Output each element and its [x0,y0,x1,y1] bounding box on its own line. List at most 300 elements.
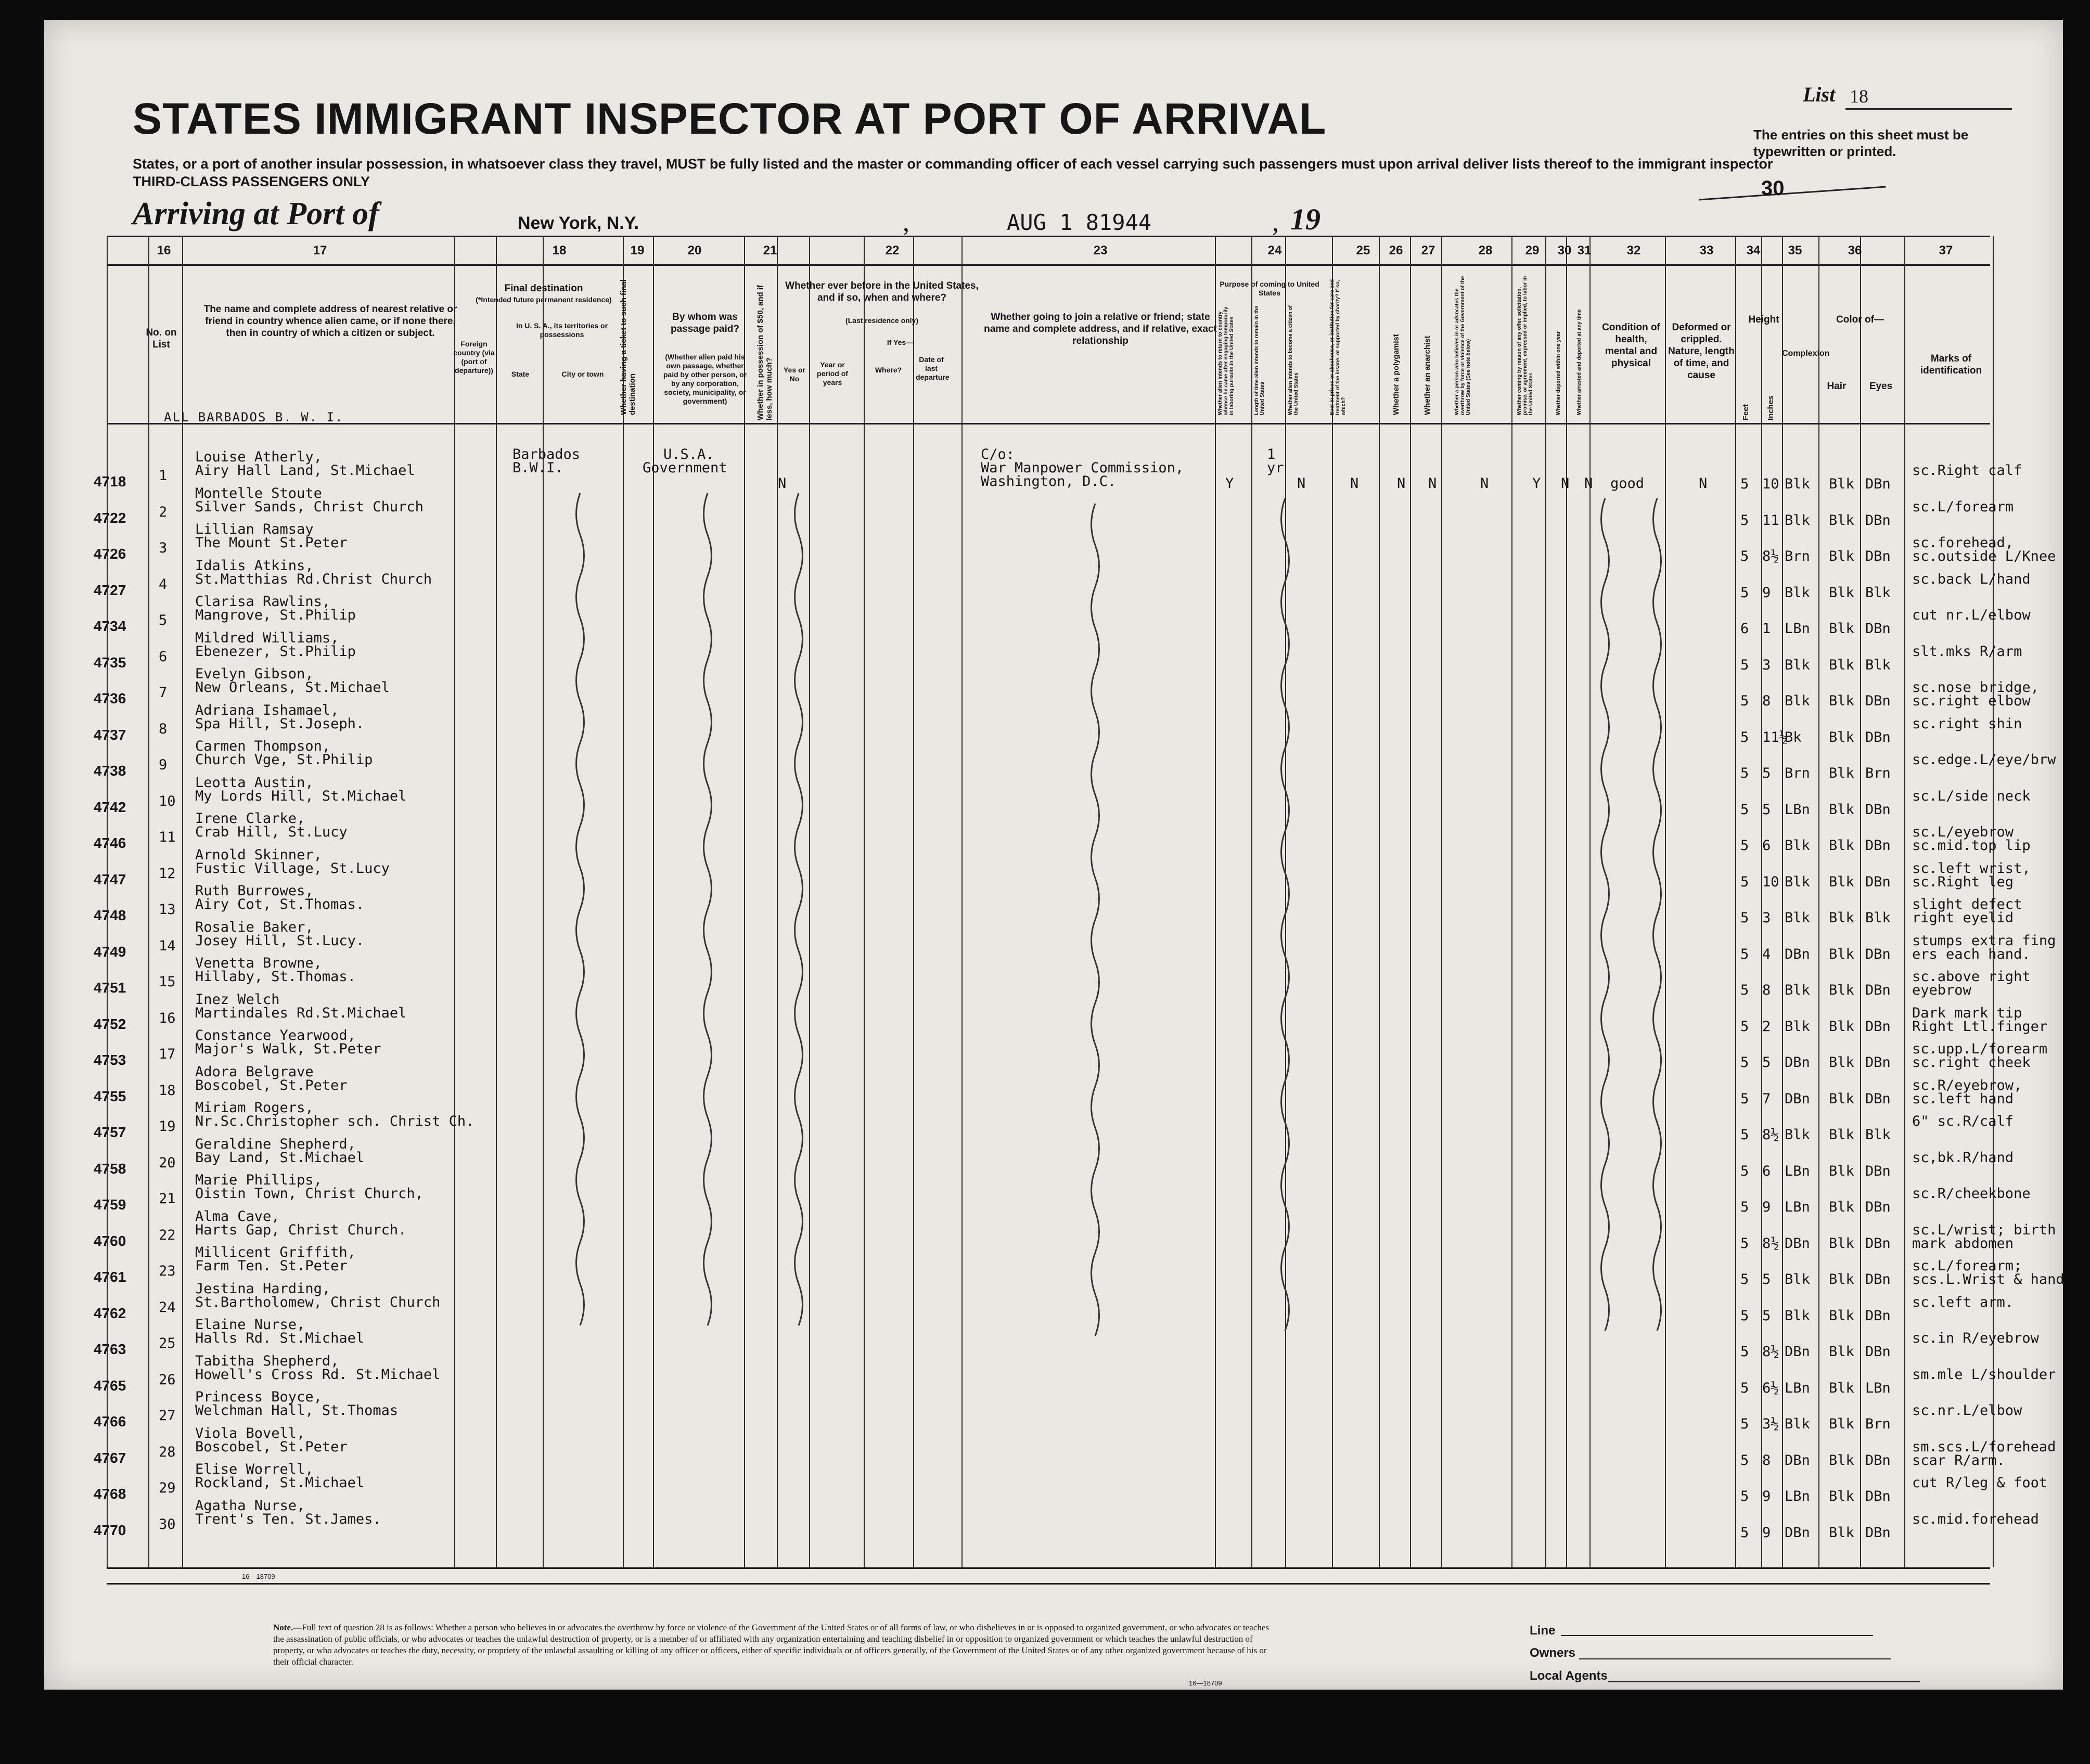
passenger-address: Ebenezer, St.Philip [195,643,356,660]
hair-color: Blk [1829,874,1854,890]
answer-flag: N [1350,475,1359,492]
complexion: Blk [1785,1019,1810,1035]
column-rule [961,236,963,1567]
height-inches: 5 [1762,802,1771,818]
passenger-name: Alma Cave, [195,1208,280,1225]
joining-relative: Washington, D.C. [981,473,1117,490]
list-number: 8 [159,721,168,737]
list-code: 4751 [94,980,126,996]
passenger-name: Evelyn Gibson, [195,666,314,682]
hair-color: Blk [1829,1019,1854,1035]
identification-mark: sc.right cheek [1912,1054,2031,1071]
header-inches: Inches [1766,395,1775,420]
identification-mark: sc.Right calf [1912,462,2022,479]
eye-color: DBn [1865,621,1891,637]
hair-color: Blk [1829,1127,1854,1143]
list-number: 27 [159,1408,176,1424]
height-feet: 5 [1740,1235,1749,1252]
height-inches: 8½ [1762,1235,1779,1252]
passenger-address: Farm Ten. St.Peter [195,1258,348,1274]
list-number: 15 [159,974,176,990]
column-number: 16 [157,243,171,257]
joining-relative: C/o: [981,446,1015,462]
passenger-address: The Mount St.Peter [195,535,348,551]
passenger-name: Adriana Ishamael, [195,702,339,718]
answer-flag: N [1428,475,1437,492]
passenger-name: Carmen Thompson, [195,738,331,754]
header-ever-before: Whether ever before in the United States, and if so, when and where? [785,280,979,303]
height-feet: 5 [1740,476,1749,492]
list-code: 4755 [94,1088,126,1104]
header-complexion: Complexion [1782,349,1830,358]
list-code: 4735 [94,654,126,671]
identification-mark: 6" sc.R/calf [1912,1113,2014,1129]
header-deformed: Deformed or crippled. Nature, length of time, and cause [1668,322,1735,381]
complexion: DBn [1785,946,1810,962]
passenger-name: Venetta Browne, [195,955,322,971]
owners-underline [1579,1658,1891,1659]
height-inches: 8 [1762,1452,1771,1469]
passenger-name: Adora Belgrave [195,1064,314,1080]
manifest-table [44,20,2063,1690]
list-number: 3 [159,540,168,556]
identification-mark: sc.L/side neck [1912,788,2031,804]
column-rule [623,236,624,1567]
list-number: 1 [159,468,168,484]
table-rule [107,1567,1990,1569]
column-number: 27 [1421,243,1435,257]
identification-mark: eyebrow [1912,982,1971,998]
height-feet: 5 [1740,512,1749,529]
complexion: Blk [1785,657,1810,673]
hair-color: Blk [1829,729,1854,745]
hair-color: Blk [1829,910,1854,926]
ditto-mark [1275,498,1296,1357]
complexion: DBn [1785,1525,1810,1541]
list-number: 6 [159,649,168,665]
header-ticket: Whether having a ticket to such final destination [619,279,637,415]
list-code: 4726 [94,546,126,562]
height-inches: 3 [1762,657,1771,673]
eye-color: DBn [1865,1488,1891,1504]
identification-mark: sc.mid.top lip [1912,838,2031,854]
identification-mark: sm.scs.L/forehead [1912,1439,2056,1455]
list-number: 13 [159,902,176,918]
eye-color: DBn [1865,1235,1891,1252]
header-relative: The name and complete address of nearest relative or friend in country whence alien came, or if none there, then in country of which a citizen or subject. [203,304,457,339]
header-year-period: Year or period of years [817,360,848,387]
list-code: 4722 [94,510,126,526]
complexion: LBn [1785,1163,1810,1179]
passenger-name: Millicent Griffith, [195,1244,356,1260]
ditto-mark [1647,498,1668,1357]
eye-color: DBn [1865,874,1891,890]
list-number: 10 [159,793,176,809]
column-rule [1511,236,1512,1567]
complexion: Blk [1785,1416,1810,1432]
typewritten-note: The entries on this sheet must be typewritten or printed. [1753,127,1969,159]
column-number: 36 [1848,243,1862,257]
height-feet: 5 [1740,802,1749,818]
height-inches: 10 [1762,476,1779,492]
height-feet: 5 [1740,1488,1749,1504]
height-inches: 5 [1762,1271,1771,1287]
passenger-name: Irene Clarke, [195,810,305,827]
column-number: 25 [1356,243,1370,257]
list-number: 23 [159,1263,176,1279]
column-rule [1332,236,1333,1567]
eye-color: DBn [1865,1019,1891,1035]
height-inches: 3½ [1762,1416,1779,1432]
passenger-name: Ruth Burrowes, [195,883,314,899]
hair-color: Blk [1829,1235,1854,1252]
answer-flag: N [1297,475,1306,492]
height-inches: 11 [1762,512,1779,529]
identification-mark: Dark mark tip [1912,1005,2022,1021]
hair-color: Blk [1829,1091,1854,1107]
identification-mark: sc.forehead, [1912,535,2014,551]
complexion: DBn [1785,1235,1810,1252]
header-yes-no: Yes or No [783,366,806,383]
hair-color: Blk [1829,476,1854,492]
passenger-address: Welchman Hall, St.Thomas [195,1402,399,1419]
header-height: Height [1748,314,1779,325]
identification-mark: cut R/leg & foot [1912,1475,2048,1491]
list-number: 7 [159,685,168,701]
hair-color: Blk [1829,1380,1854,1396]
passage-paid: Government [643,460,727,476]
complexion: Bk [1785,729,1802,745]
eye-color: DBn [1865,1344,1891,1360]
identification-mark: scar R/arm. [1912,1452,2005,1469]
height-inches: 8½ [1762,1344,1779,1360]
height-inches: 5 [1762,765,1771,781]
height-feet: 5 [1740,765,1749,781]
table-rule [107,1583,1990,1585]
height-inches: 5 [1762,1308,1771,1324]
list-code: 4738 [94,763,126,779]
complexion: Blk [1785,585,1810,601]
height-feet: 5 [1740,1271,1749,1287]
column-rule [1782,236,1783,1567]
passenger-address: St.Bartholomew, Christ Church [195,1294,441,1310]
header-passage-paid: By whom was passage paid? [671,312,739,334]
identification-mark: sc.left arm. [1912,1294,2014,1310]
passenger-name: Montelle Stoute [195,485,322,501]
column-number: 22 [885,243,900,257]
passenger-address: Airy Hall Land, St.Michael [195,462,415,479]
list-code: 4767 [94,1450,126,1466]
header-ever-before-note: (Last residence only) [845,316,919,325]
line-underline [1561,1635,1873,1636]
height-feet: 5 [1740,548,1749,564]
header-purpose: Purpose of coming to United States [1220,280,1319,297]
complexion: DBn [1785,1091,1810,1107]
list-number: 20 [159,1155,176,1171]
passenger-address: Bay Land, St.Michael [195,1150,365,1166]
header-q29: Whether coming by reason of any offer, solicitation, promise, or agreement, expressed or implied, to labor in the United States [1517,276,1534,415]
identification-mark: sc.nose bridge, [1912,679,2039,696]
column-rule [182,236,183,1567]
column-rule [1410,236,1411,1567]
purpose-return: Y [1225,475,1234,492]
column-number: 20 [687,243,702,257]
eye-color: DBn [1865,512,1891,529]
passenger-name: Inez Welch [195,992,280,1008]
header-money: Whether in possession of $50, and if less, how much? [756,285,774,420]
passenger-name: Geraldine Shepherd, [195,1136,356,1152]
port-name: New York, N.Y. [518,213,639,233]
column-rule [1904,236,1905,1567]
complexion: LBn [1785,1488,1810,1504]
identification-mark: sc.right elbow [1912,693,2031,709]
footnote [273,1622,1272,1668]
eye-color: DBn [1865,548,1891,564]
height-inches: 7 [1762,1091,1771,1107]
height-inches: 6½ [1762,1380,1779,1396]
height-inches: 2 [1762,1019,1771,1035]
subtitle-line: States, or a port of another insular possession, in whatsoever class they travel, MUST be fully listed and the master or commanding officer of each vessel carrying such passengers must upon arrival deliver lists thereof to the immigrant inspector [133,156,1773,172]
column-rule [454,236,455,1567]
hair-color: Blk [1829,1525,1854,1541]
list-code: 4753 [94,1052,126,1068]
hair-color: Blk [1829,1163,1854,1179]
header-final-destination-note: (*Intended future permanent residence) [476,295,612,304]
list-number: 18 [159,1083,176,1099]
column-number: 18 [552,243,567,257]
eye-color: DBn [1865,1163,1891,1179]
passenger-name: Viola Bovell, [195,1425,305,1441]
height-inches: 8 [1762,982,1771,998]
identification-mark: sc.nr.L/elbow [1912,1402,2022,1419]
list-code: 4727 [94,582,126,598]
eye-color: DBn [1865,838,1891,854]
eye-color: DBn [1865,1452,1891,1469]
height-inches: 8½ [1762,548,1779,564]
complexion: DBn [1785,1054,1810,1071]
eye-color: DBn [1865,1308,1891,1324]
hair-color: Blk [1829,1416,1854,1432]
eye-color: Blk [1865,585,1891,601]
list-code: 4746 [94,835,126,851]
passenger-name: Jestina Harding, [195,1281,331,1297]
list-number: 21 [159,1191,176,1207]
hair-color: Blk [1829,1488,1854,1504]
column-number: 21 [763,243,777,257]
height-feet: 5 [1740,693,1749,709]
column-number: 31 [1577,243,1592,257]
column-rule [809,236,810,1567]
destination-country: B.W.I. [512,460,563,476]
ditto-mark [570,493,591,1351]
passenger-address: Airy Cot, St.Thomas. [195,896,365,912]
column-rule [1860,236,1861,1567]
complexion: LBn [1785,621,1810,637]
group-heading: ALL BARBADOS B. W. I. [164,410,344,424]
passenger-address: Oistin Town, Christ Church, [195,1186,424,1202]
passenger-name: Leotta Austin, [195,775,314,791]
height-feet: 5 [1740,1380,1749,1396]
hair-color: Blk [1829,946,1854,962]
column-number: 33 [1699,243,1714,257]
header-q28: Whether a person who believes in or advocates the overthrow by force or violence of the Government of the United States (See note below) [1454,276,1471,415]
column-number: 30 [1557,243,1572,257]
column-rule [1251,236,1252,1567]
deformed: N [1699,475,1708,492]
header-eyes: Eyes [1869,381,1893,392]
header-q30: Whether deported within one year [1556,331,1561,415]
height-feet: 5 [1740,1199,1749,1215]
list-label: List [1803,83,1836,106]
identification-mark: sc.back L/hand [1912,571,2031,587]
list-code: 4747 [94,871,126,887]
manifest-sheet [44,20,2063,1690]
passenger-address: New Orleans, St.Michael [195,679,390,696]
passenger-address: Crab Hill, St.Lucy [195,824,348,840]
complexion: DBn [1785,1344,1810,1360]
column-number: 35 [1788,243,1802,257]
identification-mark: scs.L.Wrist & hand [1912,1271,2065,1287]
identification-mark: sc.edge.L/eye/brw [1912,752,2056,768]
health-condition: good [1610,475,1645,492]
table-rule [107,264,1990,266]
passenger-name: Elise Worrell, [195,1461,314,1477]
list-number: 19 [159,1118,176,1135]
header-foreign-country: Foreign country (via (port of departure)) [453,340,495,375]
passenger-address: Mangrove, St.Philip [195,607,356,623]
height-feet: 5 [1740,729,1749,745]
list-code: 4759 [94,1196,126,1213]
identification-mark: stumps extra fing [1912,933,2056,949]
passenger-address: Trent's Ten. St.James. [195,1511,381,1527]
eye-color: DBn [1865,802,1891,818]
height-inches: 9 [1762,1488,1771,1504]
complexion: LBn [1785,1380,1810,1396]
eye-color: Blk [1865,910,1891,926]
table-rule [107,236,1990,237]
hair-color: Blk [1829,585,1854,601]
column-rule [107,236,108,1567]
list-number: 2 [159,504,168,520]
column-number: 32 [1626,243,1641,257]
passenger-name: Rosalie Baker, [195,919,314,935]
answer-flag: N [1397,475,1406,492]
identification-mark: sc.left wrist, [1912,860,2031,877]
header-no-on-list: No. on List [146,327,177,350]
list-code: 4748 [94,907,126,923]
complexion: Brn [1785,548,1810,564]
list-number: 16 [159,1010,176,1026]
page-title: STATES IMMIGRANT INSPECTOR AT PORT OF ARRIVAL [133,94,1327,143]
list-number: 4 [159,576,168,593]
height-inches: 3 [1762,910,1771,926]
passenger-name: Tabitha Shepherd, [195,1353,339,1369]
complexion: Brn [1785,765,1810,781]
list-number: 12 [159,866,176,882]
list-number: 24 [159,1299,176,1316]
passenger-address: Major's Walk, St.Peter [195,1041,381,1057]
height-inches: 1 [1762,621,1771,637]
eye-color: DBn [1865,476,1891,492]
complexion: Blk [1785,693,1810,709]
passenger-address: Harts Gap, Christ Church. [195,1222,407,1238]
height-feet: 5 [1740,1054,1749,1071]
passenger-address: Martindales Rd.St.Michael [195,1005,407,1021]
list-code: 4718 [94,473,126,490]
column-rule [543,236,544,1567]
identification-mark: sc.right shin [1912,716,2022,732]
identification-mark: sc.mid.forehead [1912,1511,2039,1527]
identification-mark: sc.R/cheekbone [1912,1186,2031,1202]
list-number: 30 [159,1516,176,1533]
passenger-name: Agatha Nurse, [195,1498,305,1514]
eye-color: DBn [1865,729,1891,745]
height-inches: 9 [1762,1199,1771,1215]
list-code: 4760 [94,1233,126,1249]
identification-mark: sm.mle L/shoulder [1912,1367,2056,1383]
column-rule [148,236,149,1567]
complexion: Blk [1785,1308,1810,1324]
height-inches: 8 [1762,693,1771,709]
column-rule [777,236,778,1567]
height-feet: 5 [1740,1452,1749,1469]
eye-color: LBn [1865,1380,1891,1396]
passenger-name: Louise Atherly, [195,449,322,465]
identification-mark: sc.R/eyebrow, [1912,1077,2022,1093]
passenger-address: Nr.Sc.Christopher sch. Christ Ch. [195,1113,475,1129]
ditto-mark [788,493,809,1351]
height-feet: 5 [1740,1127,1749,1143]
header-q31: Whether arrested and deported at any time [1576,309,1582,415]
answer-flag: N [1584,475,1593,492]
identification-mark: slight defect [1912,896,2022,912]
list-number: 14 [159,938,176,954]
passenger-name: Arnold Skinner, [195,847,322,863]
height-feet: 5 [1740,874,1749,890]
hair-color: Blk [1829,512,1854,529]
header-purpose-a: Whether alien intends to return to country whence he came after engaging temporarily in laboring pursuits in the United States [1217,306,1235,415]
identification-mark: sc.L/eyebrow [1912,824,2014,840]
passenger-address: Rockland, St.Michael [195,1475,365,1491]
answer-flag: N [1561,475,1570,492]
owners-label: Owners [1530,1646,1576,1660]
height-feet: 5 [1740,1163,1749,1179]
height-inches: 4 [1762,946,1771,962]
height-inches: 9 [1762,1525,1771,1541]
header-marks: Marks of identification [1920,353,1982,376]
complexion: Blk [1785,982,1810,998]
column-number: 29 [1525,243,1540,257]
year-prefix: 19 [1290,202,1320,236]
identification-mark: sc.L/forearm [1912,499,2014,515]
column-rule [864,236,865,1567]
list-number: 18 [1850,86,1868,107]
identification-mark: sc.left hand [1912,1091,2014,1107]
date-stamp: AUG 1 81944 [1007,210,1152,235]
column-rule [1818,236,1819,1567]
column-rule [1735,236,1736,1567]
list-code: 4762 [94,1305,126,1321]
passenger-name: Marie Phillips, [195,1172,322,1188]
passenger-name: Princess Boyce, [195,1389,322,1405]
line-label: Line [1530,1624,1556,1638]
list-code: 4768 [94,1486,126,1502]
list-code: 4752 [94,1016,126,1032]
identification-mark: sc.in R/eyebrow [1912,1330,2039,1346]
arriving-label: Arriving at Port of [133,196,379,231]
header-where: Where? [875,366,902,374]
header-feet: Feet [1741,404,1750,420]
